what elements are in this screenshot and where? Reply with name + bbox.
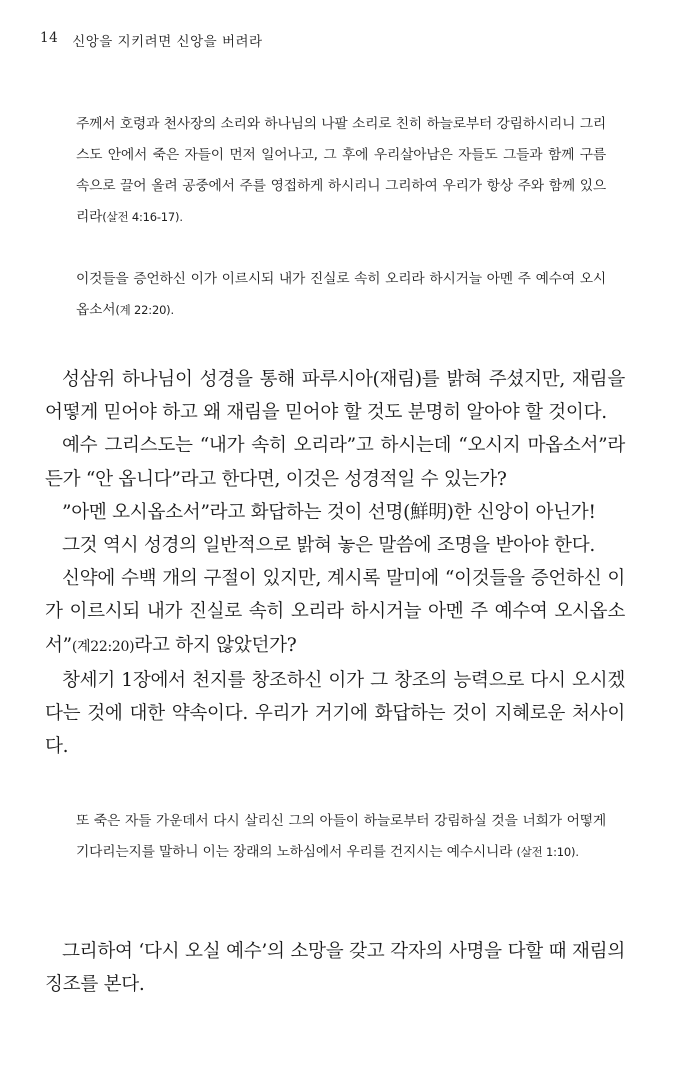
page-number: 14 (40, 30, 59, 46)
quote-text: 이것들을 증언하신 이가 이르시되 내가 진실로 속히 오리라 하시거늘 아멘 주 예수여 오시옵소서 (76, 271, 606, 318)
paragraph: 예수 그리스도는 “내가 속히 오리라”고 하시는데 “오시지 마옵소서”라든가 “안 옵니다”라고 한다면, 이것은 성경적일 수 있는가? (45, 435, 625, 490)
scripture-quote-1 (76, 109, 606, 233)
quote-text: 주께서 호령과 천사장의 소리와 하나님의 나팔 소리로 친히 하늘로부터 강림하시리니 그리스도 안에서 죽은 자들이 먼저 일어나고, 그 후에 우리살아남은 자들도 그들과 함께 구름 속으로 끌어 올려 공중에서 주를 영접하게 하시리니 그리하여 우리가 항상 주와 함께 있으리라 (76, 116, 606, 225)
running-header (40, 30, 660, 50)
quote-text: 또 죽은 자들 가운데서 다시 살리신 그의 아들이 하늘로부터 강림하실 것을 너희가 어떻게 기다리는지를 말하니 이는 장래의 노하심에서 우리를 건지시는 예수시니라 (76, 813, 606, 860)
body-section-1 (45, 363, 625, 763)
paragraph: 그리하여 ‘다시 오실 예수’의 소망을 갖고 각자의 사명을 다할 때 재림의 징조를 본다. (45, 941, 625, 996)
paragraph: 창세기 1장에서 천지를 창조하신 이가 그 창조의 능력으로 다시 오시겠다는 것에 대한 약속이다. 우리가 거기에 화답하는 것이 지혜로운 처사이다. (45, 669, 625, 758)
body-section-2 (45, 935, 625, 1001)
paragraph: 그것 역시 성경의 일반적으로 밝혀 놓은 말씀에 조명을 받아야 한다. (62, 535, 595, 557)
paragraph: ”아멘 오시옵소서”라고 화답하는 것이 선명(鮮明)한 신앙이 아닌가! (62, 501, 596, 523)
paragraph (45, 562, 625, 664)
running-title: 신앙을 지키려면 신앙을 버려라 (72, 34, 263, 50)
scripture-quote-2 (76, 264, 606, 326)
quote-reference: (살전 1:10). (516, 845, 579, 859)
quote-reference: (살전 4:16-17). (102, 210, 183, 224)
quote-reference: (계 22:20). (115, 303, 174, 317)
scripture-quote-3 (76, 806, 606, 868)
paragraph-text: 라고 하지 않았던가? (134, 634, 297, 656)
inline-reference: (계22:20) (71, 638, 135, 655)
paragraph: 성삼위 하나님이 성경을 통해 파루시아(재림)를 밝혀 주셨지만, 재림을 어떻게 믿어야 하고 왜 재림을 믿어야 할 것도 분명히 알아야 할 것이다. (45, 369, 625, 424)
paragraph-text: 신약에 수백 개의 구절이 있지만, 계시록 말미에 “이것들을 증언하신 이가 이르시되 내가 진실로 속히 오리라 하시거늘 아멘 주 예수여 오시옵소서” (45, 568, 625, 656)
